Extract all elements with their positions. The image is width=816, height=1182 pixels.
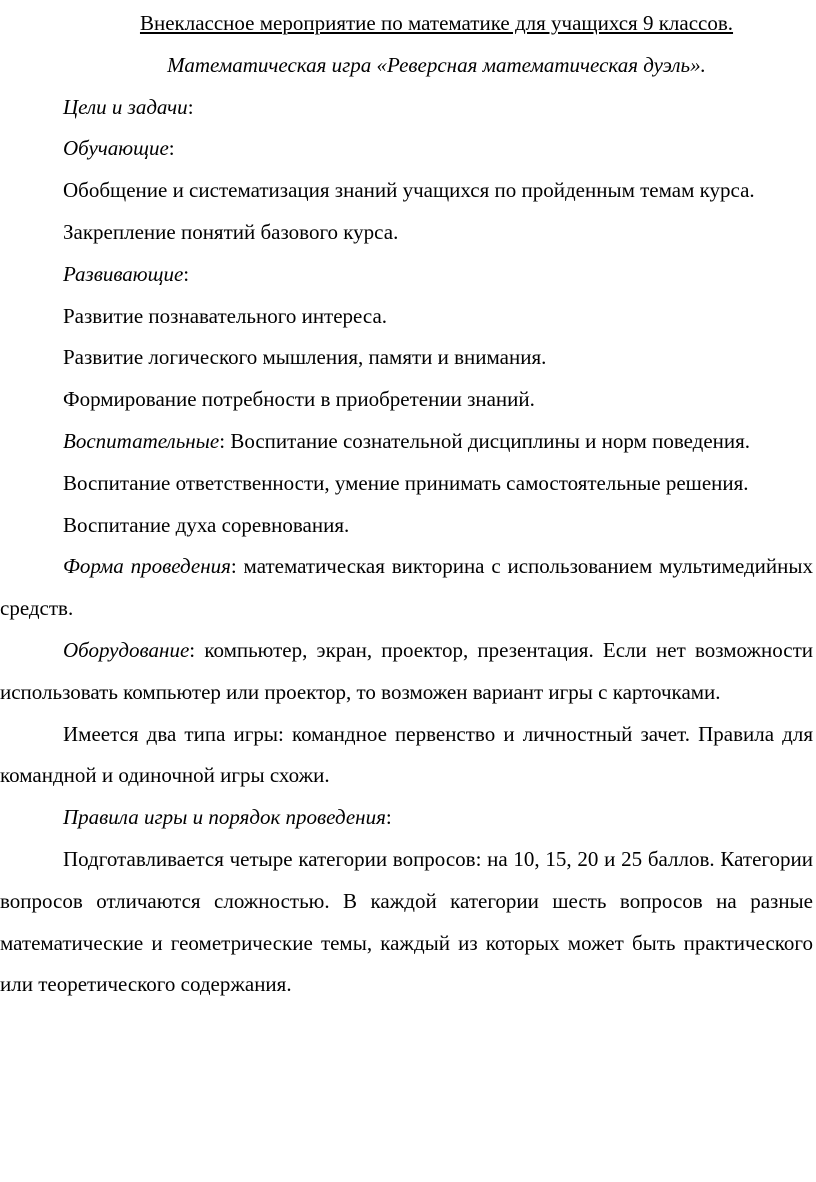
goals-heading: Цели и задачи: <box>63 94 194 119</box>
form-text: математическая викторина с использованием мультимедийных средств. <box>0 554 813 621</box>
upbringing-item-2: Воспитание ответственности, умение принимать самостоятельные решения. <box>63 470 749 495</box>
developing-heading-text: Развивающие <box>63 261 184 286</box>
form-heading-text: Форма проведения <box>63 554 231 579</box>
teaching-item-1: Обобщение и систематизация знаний учащихся по пройденным темам курса. <box>63 178 755 203</box>
developing-item-1: Развитие познавательного интереса. <box>63 303 388 328</box>
upbringing-item-1: Воспитание сознательной дисциплины и норм поведения. <box>230 428 751 453</box>
upbringing-paragraph: Воспитательные: Воспитание сознательной дисциплины и норм поведения. <box>63 428 751 453</box>
upbringing-heading-text: Воспитательные <box>63 428 220 453</box>
equipment-paragraph: Оборудование: компьютер, экран, проектор, презентация. Если нет возможности использовать компьютер или проектор, то возможен вариант игры с карточками. <box>0 637 814 704</box>
rules-paragraph: Подготавливается четыре категории вопросов: на 10, 15, 20 и 25 баллов. Категории вопросов отличаются сложностью. В каждой категории шесть вопросов на разные математические и геометрические темы, каждый из которых может быть практического или теоретического содержания. <box>0 846 813 997</box>
developing-item-3: Формирование потребности в приобретении знаний. <box>63 387 535 412</box>
upbringing-item-3: Воспитание духа соревнования. <box>63 512 350 537</box>
teaching-heading: Обучающие: <box>63 136 175 161</box>
developing-item-2: Развитие логического мышления, памяти и внимания. <box>63 345 547 370</box>
rules-heading-text: Правила игры и порядок проведения <box>63 805 386 830</box>
teaching-item-2: Закрепление понятий базового курса. <box>63 219 399 244</box>
rules-heading: Правила игры и порядок проведения: <box>63 805 392 830</box>
goals-heading-text: Цели и задачи <box>63 94 188 119</box>
equipment-text: компьютер, экран, проектор, презентация. Если нет возможности использовать компьютер или проектор, то возможен вариант игры с карточками. <box>0 637 814 704</box>
equipment-heading-text: Оборудование <box>63 637 190 662</box>
document-subtitle: Математическая игра «Реверсная математическая дуэль». <box>167 52 706 77</box>
developing-heading: Развивающие: <box>63 261 190 286</box>
form-paragraph: Форма проведения: математическая викторина с использованием мультимедийных средств. <box>0 554 813 621</box>
document-page <box>0 3 813 1006</box>
document-title: Внеклассное мероприятие по математике для учащихся 9 классов. <box>139 11 734 35</box>
teaching-heading-text: Обучающие <box>63 136 169 161</box>
game-types-paragraph: Имеется два типа игры: командное первенство и личностный зачет. Правила для командной и одиночной игры схожи. <box>0 721 813 788</box>
